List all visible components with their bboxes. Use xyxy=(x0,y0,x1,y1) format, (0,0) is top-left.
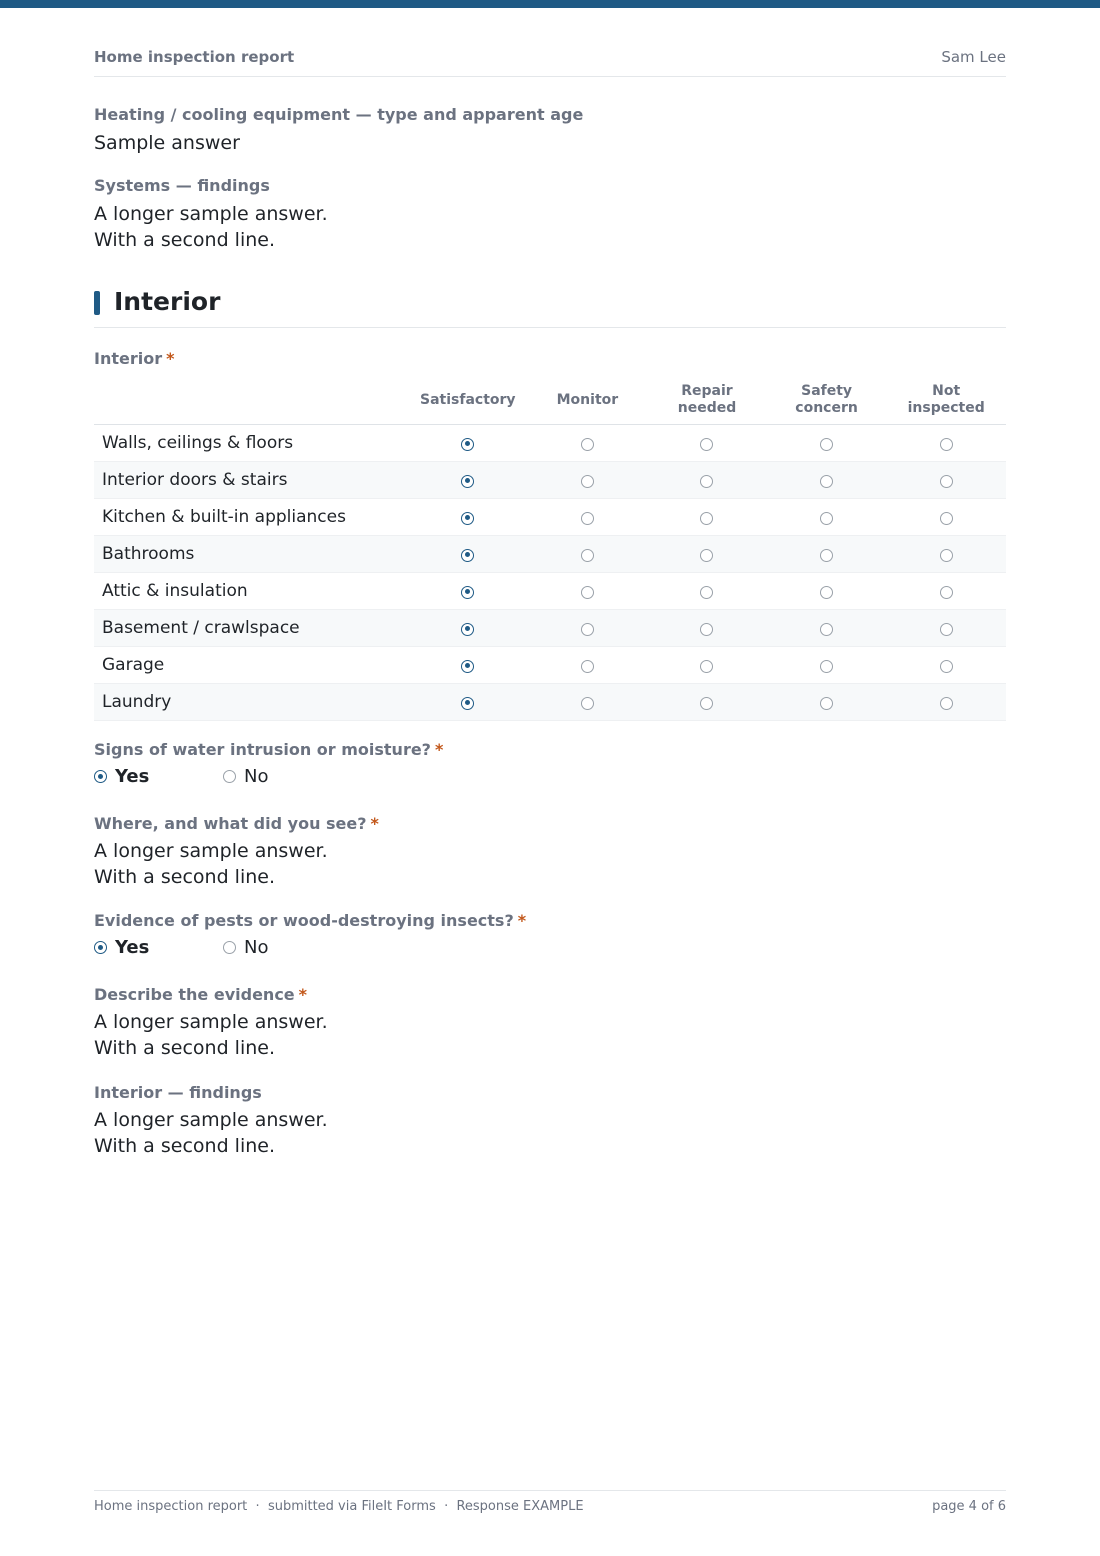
radio-empty-icon[interactable] xyxy=(700,549,713,562)
option-label: Yes xyxy=(115,766,150,787)
water-detail-label-text: Where, and what did you see? xyxy=(94,814,367,833)
radio-selected-icon[interactable] xyxy=(461,438,474,451)
radio-empty-icon[interactable] xyxy=(940,549,953,562)
matrix-cell xyxy=(767,684,887,721)
matrix-cell xyxy=(886,425,1006,462)
matrix-header-row xyxy=(94,376,1006,425)
radio-empty-icon[interactable] xyxy=(820,512,833,525)
radio-selected-icon[interactable] xyxy=(461,660,474,673)
page-footer xyxy=(94,1490,1006,1514)
answer-water-detail: A longer sample answer. With a second line. xyxy=(94,840,328,888)
radio-empty-icon[interactable] xyxy=(581,586,594,599)
matrix-cell xyxy=(767,647,887,684)
matrix-cell xyxy=(528,425,648,462)
radio-empty-icon[interactable] xyxy=(581,549,594,562)
row-label: Laundry xyxy=(94,684,408,721)
radio-empty-icon[interactable] xyxy=(940,586,953,599)
column-header-label: Satisfactory xyxy=(420,391,516,408)
radio-empty-icon[interactable] xyxy=(700,586,713,599)
radio-empty-icon[interactable] xyxy=(940,438,953,451)
matrix-corner xyxy=(94,376,408,425)
interior-rating-matrix xyxy=(94,376,1006,721)
column-header xyxy=(886,376,1006,425)
row-label: Bathrooms xyxy=(94,536,408,573)
radio-empty-icon[interactable] xyxy=(700,438,713,451)
radio-empty-icon[interactable] xyxy=(700,697,713,710)
radio-empty-icon[interactable] xyxy=(940,512,953,525)
radio-empty-icon[interactable] xyxy=(581,660,594,673)
water-label-text: Signs of water intrusion or moisture? xyxy=(94,740,431,759)
matrix-label-text: Interior xyxy=(94,349,163,368)
matrix-cell xyxy=(767,610,887,647)
radio-selected-icon[interactable] xyxy=(461,697,474,710)
respondent-name: Sam Lee xyxy=(941,48,1006,66)
pests-option-yes[interactable] xyxy=(94,937,149,958)
radio-empty-icon[interactable] xyxy=(223,941,236,954)
radio-empty-icon[interactable] xyxy=(820,660,833,673)
radio-empty-icon[interactable] xyxy=(820,549,833,562)
matrix-cell xyxy=(886,610,1006,647)
radio-empty-icon[interactable] xyxy=(581,438,594,451)
matrix-cell xyxy=(408,647,528,684)
radio-selected-icon[interactable] xyxy=(461,623,474,636)
radio-empty-icon[interactable] xyxy=(700,512,713,525)
radio-selected-icon[interactable] xyxy=(461,549,474,562)
radio-empty-icon[interactable] xyxy=(820,586,833,599)
radio-empty-icon[interactable] xyxy=(700,475,713,488)
matrix-cell xyxy=(408,499,528,536)
report-title: Home inspection report xyxy=(94,48,295,66)
row-label: Walls, ceilings & floors xyxy=(94,425,408,462)
page-header xyxy=(94,48,1006,77)
table-row xyxy=(94,499,1006,536)
column-header-label: Monitor xyxy=(556,391,619,408)
matrix-cell xyxy=(408,573,528,610)
matrix-cell xyxy=(647,425,767,462)
pests-option-no[interactable] xyxy=(223,937,268,958)
table-row xyxy=(94,573,1006,610)
radio-selected-icon[interactable] xyxy=(461,586,474,599)
row-label: Kitchen & built-in appliances xyxy=(94,499,408,536)
answer-interior-findings: A longer sample answer. With a second line. xyxy=(94,1109,328,1157)
matrix-cell xyxy=(528,573,648,610)
matrix-cell xyxy=(647,536,767,573)
pests-question-label xyxy=(94,911,526,930)
required-mark: * xyxy=(434,740,444,759)
radio-selected-icon[interactable] xyxy=(94,770,107,783)
radio-empty-icon[interactable] xyxy=(820,697,833,710)
matrix-cell xyxy=(408,684,528,721)
matrix-cell xyxy=(767,425,887,462)
required-mark: * xyxy=(370,814,379,833)
column-header-label: Repair needed xyxy=(677,383,737,416)
matrix-cell xyxy=(647,573,767,610)
matrix-cell xyxy=(767,499,887,536)
question-label-systems-findings: Systems — findings xyxy=(94,176,270,195)
radio-selected-icon[interactable] xyxy=(461,475,474,488)
option-label: No xyxy=(244,766,269,787)
matrix-cell xyxy=(647,610,767,647)
water-option-yes[interactable] xyxy=(94,766,149,787)
question-label-hvac: Heating / cooling equipment — type and apparent age xyxy=(94,105,584,124)
interior-findings-label: Interior — findings xyxy=(94,1083,262,1102)
water-detail-label xyxy=(94,814,379,833)
water-question-label xyxy=(94,740,443,759)
section-accent-bar xyxy=(94,291,100,315)
radio-empty-icon[interactable] xyxy=(940,475,953,488)
section-heading xyxy=(94,287,1006,328)
radio-empty-icon[interactable] xyxy=(581,623,594,636)
radio-empty-icon[interactable] xyxy=(700,660,713,673)
radio-empty-icon[interactable] xyxy=(820,623,833,636)
matrix-cell xyxy=(528,499,648,536)
row-label: Basement / crawlspace xyxy=(94,610,408,647)
radio-selected-icon[interactable] xyxy=(461,512,474,525)
column-header xyxy=(647,376,767,425)
radio-empty-icon[interactable] xyxy=(223,770,236,783)
column-header xyxy=(408,376,528,425)
table-row xyxy=(94,647,1006,684)
pests-label-text: Evidence of pests or wood-destroying insects? xyxy=(94,911,514,930)
footer-left-text: Home inspection report · submitted via FileIt Forms · Response EXAMPLE xyxy=(94,1499,584,1514)
matrix-cell xyxy=(528,647,648,684)
matrix-cell xyxy=(408,425,528,462)
option-label: Yes xyxy=(115,937,150,958)
matrix-cell xyxy=(886,573,1006,610)
answer-hvac: Sample answer xyxy=(94,132,240,154)
answer-systems-findings: A longer sample answer. With a second line. xyxy=(94,203,328,251)
column-header-label: Safety concern xyxy=(795,383,858,416)
matrix-body xyxy=(94,425,1006,721)
pests-detail-label xyxy=(94,985,307,1004)
radio-empty-icon[interactable] xyxy=(940,623,953,636)
table-row xyxy=(94,610,1006,647)
row-label: Attic & insulation xyxy=(94,573,408,610)
matrix-cell xyxy=(528,536,648,573)
table-row xyxy=(94,536,1006,573)
matrix-cell xyxy=(767,536,887,573)
matrix-cell xyxy=(408,610,528,647)
radio-empty-icon[interactable] xyxy=(581,475,594,488)
radio-empty-icon[interactable] xyxy=(940,697,953,710)
option-label: No xyxy=(244,937,269,958)
pests-detail-label-text: Describe the evidence xyxy=(94,985,295,1004)
matrix-cell xyxy=(647,647,767,684)
table-row xyxy=(94,462,1006,499)
section-title: Interior xyxy=(114,287,221,316)
matrix-cell xyxy=(408,536,528,573)
matrix-cell xyxy=(886,462,1006,499)
answer-pests-detail: A longer sample answer. With a second line. xyxy=(94,1011,328,1059)
matrix-cell xyxy=(647,499,767,536)
required-mark: * xyxy=(298,985,308,1004)
matrix-cell xyxy=(528,462,648,499)
radio-empty-icon[interactable] xyxy=(700,623,713,636)
column-header-label: Not inspected xyxy=(907,383,985,416)
matrix-cell xyxy=(886,647,1006,684)
row-label: Interior doors & stairs xyxy=(94,462,408,499)
matrix-cell xyxy=(528,684,648,721)
radio-empty-icon[interactable] xyxy=(820,438,833,451)
matrix-cell xyxy=(528,610,648,647)
matrix-cell xyxy=(886,499,1006,536)
matrix-cell xyxy=(767,462,887,499)
table-row xyxy=(94,684,1006,721)
matrix-cell xyxy=(886,684,1006,721)
radio-empty-icon[interactable] xyxy=(940,660,953,673)
matrix-cell xyxy=(767,573,887,610)
matrix-cell xyxy=(647,462,767,499)
radio-empty-icon[interactable] xyxy=(581,512,594,525)
matrix-question-label xyxy=(94,349,174,368)
column-header xyxy=(767,376,887,425)
required-mark: * xyxy=(517,911,527,930)
top-accent-bar xyxy=(0,0,1100,8)
required-mark: * xyxy=(166,349,175,368)
water-option-no[interactable] xyxy=(223,766,268,787)
radio-selected-icon[interactable] xyxy=(94,941,107,954)
matrix-cell xyxy=(647,684,767,721)
radio-empty-icon[interactable] xyxy=(820,475,833,488)
matrix-cell xyxy=(408,462,528,499)
column-header xyxy=(528,376,648,425)
row-label: Garage xyxy=(94,647,408,684)
matrix-cell xyxy=(886,536,1006,573)
radio-empty-icon[interactable] xyxy=(581,697,594,710)
table-row xyxy=(94,425,1006,462)
page-number: page 4 of 6 xyxy=(932,1499,1006,1514)
